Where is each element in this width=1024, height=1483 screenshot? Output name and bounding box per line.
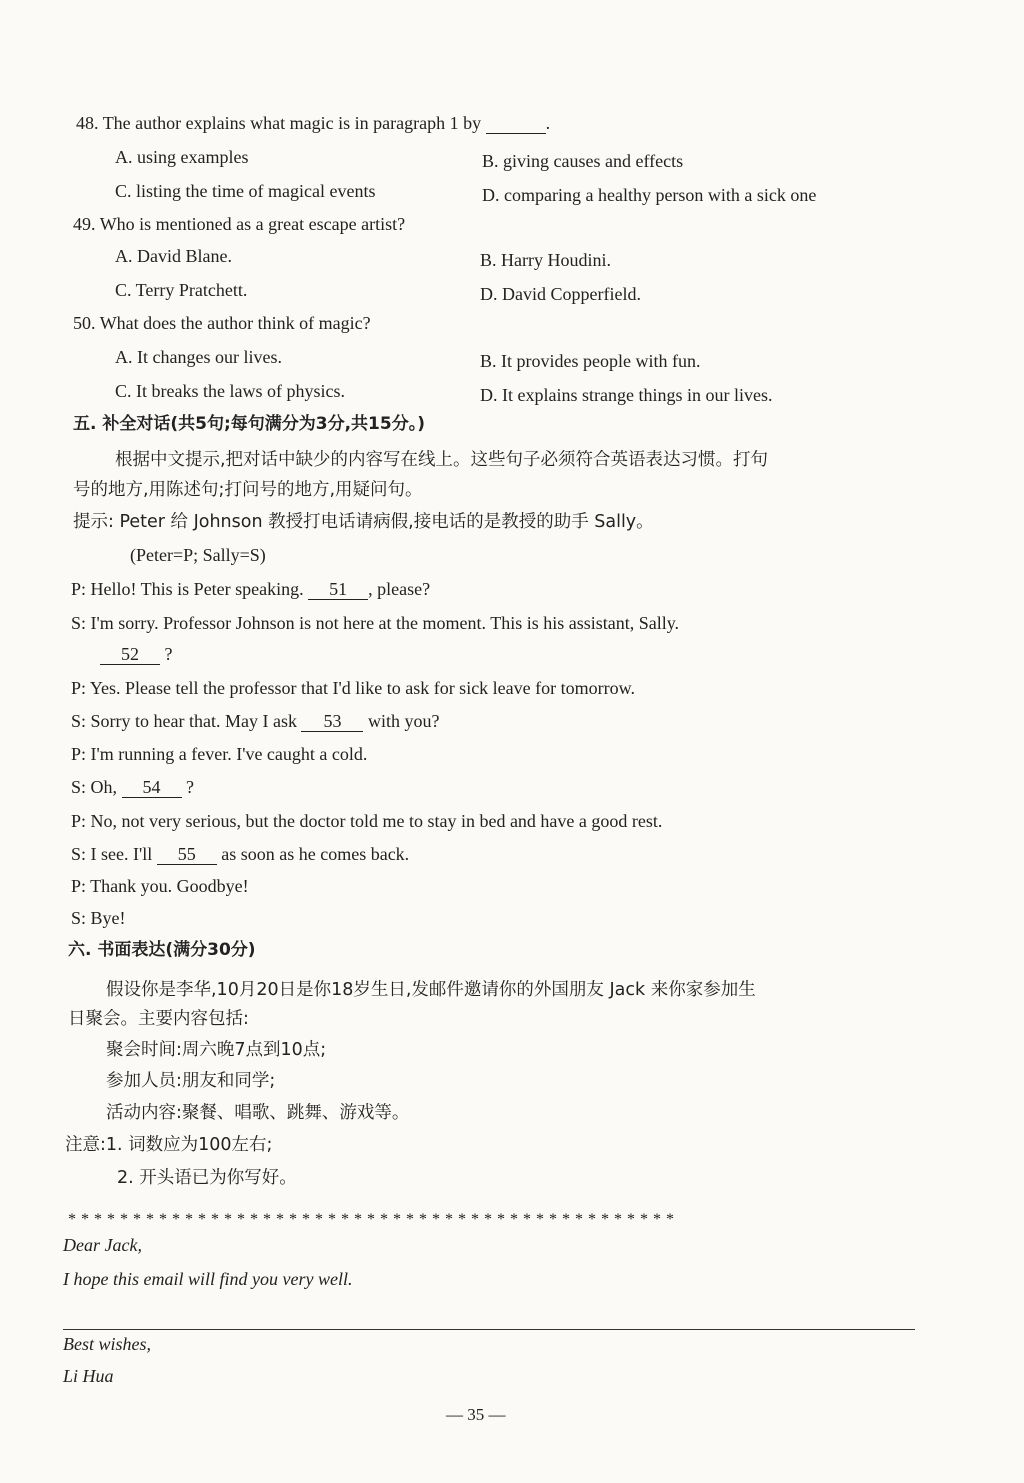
dialogue-text: ? [164,644,173,664]
question-text-end: . [545,113,551,133]
option-48-b: B. giving causes and effects [482,151,684,171]
section-5-hint: 提示: Peter 给 Johnson 教授打电话请病假,接电话的是教授的助手 Sally。 [73,512,654,532]
option-50-d: D. It explains strange things in our lives. [480,385,773,405]
section-5-instruction: 根据中文提示,把对话中缺少的内容写在线上。这些句子必须符合英语表达习惯。打句 [115,450,769,470]
question-text: The author explains what magic is in paragraph 1 by [102,113,482,133]
letter-signature: Li Hua [63,1366,114,1386]
answer-blank-54[interactable]: 54 [122,778,182,798]
option-48-c: C. listing the time of magical events [115,181,376,201]
option-50-c: C. It breaks the laws of physics. [115,381,345,401]
question-text: What does the author think of magic? [99,313,371,333]
dialogue-text: ? [186,777,195,797]
option-48-d: D. comparing a healthy person with a sick one [482,185,817,205]
dialogue-line-11: S: Bye! [71,908,126,928]
answer-blank-53[interactable]: 53 [301,712,363,732]
dialogue-line-3 [100,645,173,665]
dialogue-line-7 [71,778,194,798]
section-5-instruction-cont: 号的地方,用陈述句;打问号的地方,用疑问句。 [73,480,423,500]
section-6-title: 六. 书面表达(满分30分) [68,940,256,960]
option-48-a: A. using examples [115,147,249,167]
option-49-a: A. David Blane. [115,246,232,266]
section-6-note-2: 2. 开头语已为你写好。 [117,1168,297,1188]
section-6-prompt: 假设你是李华,10月20日是你18岁生日,发邮件邀请你的外国朋友 Jack 来你家参加生 [106,980,756,1000]
star-separator: * * * * * * * * * * * * * * * * * * * * * * * * * * * * * * * * * * * * * * * * * * * * * * * [68,1211,675,1228]
dialogue-line-4: P: Yes. Please tell the professor that I'd like to ask for sick leave for tomorrow. [71,678,635,698]
dialogue-text: as soon as he comes back. [221,844,410,864]
section-6-item-attendees: 参加人员:朋友和同学; [106,1071,276,1091]
question-50-stem [73,314,371,332]
dialogue-text: S: Oh, [71,777,118,797]
section-5-hint-key: (Peter=P; Sally=S) [130,545,266,565]
dialogue-line-8: P: No, not very serious, but the doctor told me to stay in bed and have a good rest. [71,811,663,831]
dialogue-line-6: P: I'm running a fever. I've caught a cold. [71,744,368,764]
dialogue-text: P: Hello! This is Peter speaking. [71,579,304,599]
question-number: 49. [73,214,96,234]
option-49-b: B. Harry Houdini. [480,250,611,270]
writing-line[interactable] [63,1329,915,1330]
page-number: — 35 — [446,1405,506,1424]
dialogue-line-5 [71,712,439,732]
answer-blank-52[interactable]: 52 [100,645,160,665]
section-6-note-1: 注意:1. 词数应为100左右; [65,1135,273,1155]
dialogue-line-1 [71,580,430,600]
answer-blank-55[interactable]: 55 [157,845,217,865]
section-6-prompt-cont: 日聚会。主要内容包括: [68,1009,249,1029]
dialogue-text: , please? [368,579,431,599]
dialogue-line-9 [71,845,409,865]
section-6-item-time: 聚会时间:周六晚7点到10点; [106,1040,327,1060]
option-49-c: C. Terry Pratchett. [115,280,248,300]
option-50-a: A. It changes our lives. [115,347,282,367]
letter-greeting: Dear Jack, [63,1235,142,1255]
option-50-b: B. It provides people with fun. [480,351,701,371]
dialogue-text: S: I see. I'll [71,844,153,864]
dialogue-line-10: P: Thank you. Goodbye! [71,876,249,896]
question-49-stem [73,215,405,233]
option-49-d: D. David Copperfield. [480,284,641,304]
dialogue-line-2: S: I'm sorry. Professor Johnson is not here at the moment. This is his assistant, Sally. [71,613,680,633]
dialogue-text: with you? [367,711,440,731]
question-48-stem [76,114,550,134]
letter-opening: I hope this email will find you very well. [63,1269,353,1289]
answer-blank-51[interactable]: 51 [308,580,368,600]
answer-blank[interactable] [486,114,546,134]
question-number: 48. [76,113,99,133]
question-number: 50. [73,313,96,333]
letter-closing: Best wishes, [63,1334,151,1354]
dialogue-text: S: Sorry to hear that. May I ask [71,711,297,731]
question-text: Who is mentioned as a great escape artist? [99,214,406,234]
section-6-item-activities: 活动内容:聚餐、唱歌、跳舞、游戏等。 [106,1103,410,1123]
section-5-title: 五. 补全对话(共5句;每句满分为3分,共15分。) [73,414,425,434]
